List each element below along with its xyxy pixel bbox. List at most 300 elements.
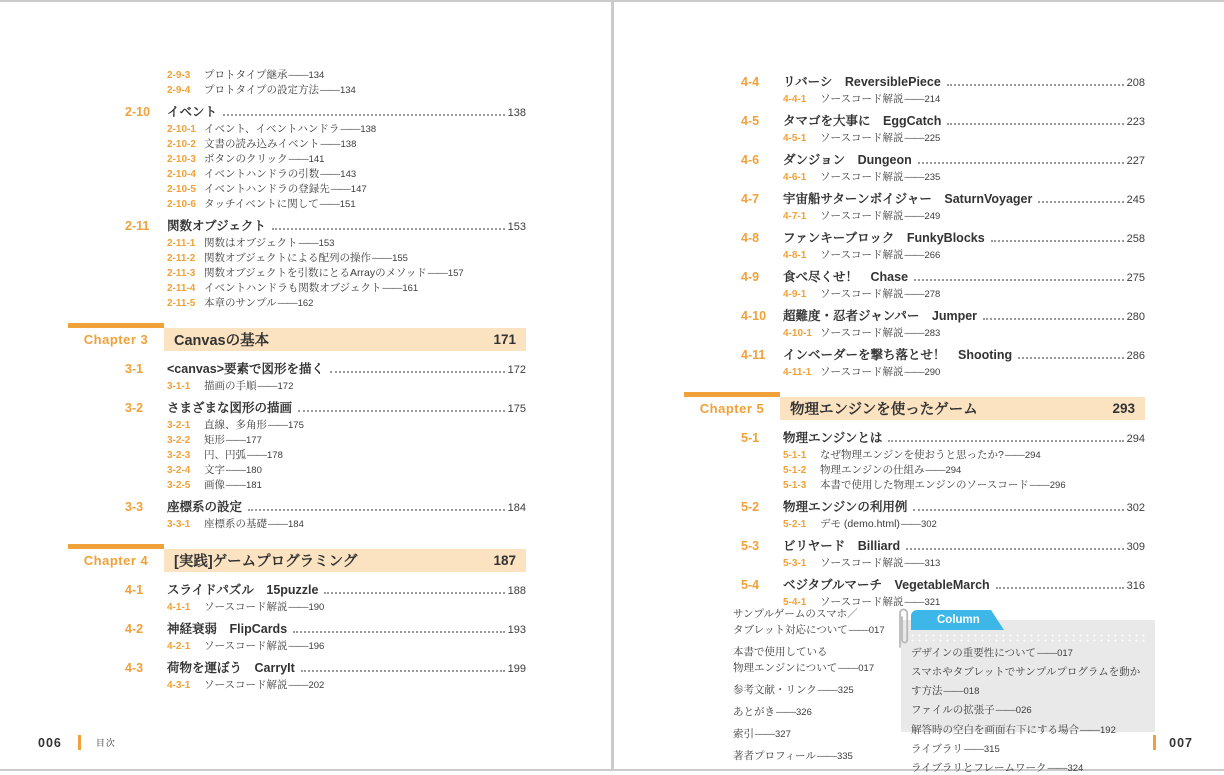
subitem-page-number: 175: [288, 420, 304, 431]
section-number: 3-3: [125, 500, 144, 514]
section-title: 超難度・忍者ジャンパー Jumper: [783, 309, 978, 323]
section-page-number: 138: [507, 107, 526, 119]
dash-separator: ——: [904, 171, 924, 183]
dash-separator: ——: [268, 419, 287, 431]
toc-subitem-row: [125, 266, 526, 281]
column-item-page-number: 017: [1057, 648, 1073, 659]
dash-separator: ——: [816, 750, 836, 762]
column-item-text: ライブラリ: [911, 743, 963, 756]
toc-subitem-row: [125, 83, 526, 98]
toc-subitem-row: [125, 433, 526, 448]
backmatter-text: サンプルゲームのスマホ／: [733, 608, 858, 620]
subitem-title: ソースコード解説: [820, 327, 904, 339]
chapter-title: Canvasの基本: [174, 333, 270, 349]
dash-separator: ——: [288, 601, 308, 613]
subitem-page-number: 321: [924, 597, 941, 608]
subitem-page-number: 294: [1024, 450, 1041, 461]
dash-separator: ——: [904, 366, 924, 378]
toc-subitem-row: [741, 463, 1145, 478]
section-page-number: 172: [507, 364, 526, 376]
toc-subitem-row: [125, 600, 526, 615]
section-page-number: 294: [1126, 433, 1145, 445]
subitem-page-number: 296: [1049, 480, 1066, 491]
section-page-number: 223: [1126, 116, 1145, 128]
toc-subitem-row: [125, 281, 526, 296]
column-item-page-number: 026: [1015, 705, 1032, 717]
subitem-page-number: 141: [308, 154, 325, 165]
toc-section-row: [741, 230, 1145, 248]
dash-separator: ——: [904, 210, 924, 222]
section-title: <canvas>要素で図形を描く: [167, 362, 324, 376]
section-title: 宇宙船サターンボイジャー SaturnVoyager: [783, 192, 1033, 206]
toc-page-left: [0, 2, 611, 769]
subitem-title: デモ (demo.html): [820, 518, 900, 530]
subitem-number: 3-3-1: [167, 519, 191, 530]
dotted-leader: [324, 592, 504, 594]
section-page-number: 275: [1126, 272, 1145, 284]
backmatter-text: タブレット対応について: [733, 624, 848, 636]
subitem-number: 5-4-1: [783, 597, 807, 608]
subitem-page-number: 214: [924, 94, 941, 105]
section-number: 4-8: [741, 231, 760, 245]
subitem-number: 4-6-1: [783, 172, 807, 183]
section-title: インベーダーを撃ち落とせ！ Shooting: [783, 348, 1013, 362]
subitem-number: 5-1-2: [783, 465, 807, 476]
chapter-header: [68, 549, 526, 572]
subitem-title: イベント、イベントハンドラ: [204, 123, 340, 135]
toc-subitem-row: [741, 326, 1145, 341]
dash-separator: ——: [277, 297, 297, 309]
subitem-number: 4-10-1: [783, 328, 812, 339]
toc-subitem-row: [125, 296, 526, 311]
backmatter-text: 参考文献・リンク: [733, 684, 817, 696]
toc-subitem-row: [125, 448, 526, 463]
backmatter-page-number: 017: [868, 625, 885, 636]
subitem-page-number: 249: [924, 211, 941, 222]
toc-subitem-row: [125, 463, 526, 478]
subitem-page-number: 138: [340, 139, 357, 150]
backmatter-item: [733, 606, 913, 639]
subitem-title: ソースコード解説: [820, 249, 904, 261]
subitem-title: ソースコード解説: [820, 171, 904, 183]
section-title: 荷物を運ぼう CarryIt: [167, 661, 295, 675]
subitem-page-number: 278: [924, 289, 941, 300]
toc-list-left: [83, 68, 526, 693]
toc-section-row: [741, 113, 1145, 131]
dotted-leader: [991, 240, 1124, 242]
section-number: 4-3: [125, 661, 144, 675]
backmatter-text: 著者プロフィール: [733, 750, 816, 762]
backmatter-text: あとがき: [733, 706, 775, 718]
subitem-title: 描画の手順: [204, 380, 257, 392]
section-page-number: 188: [507, 585, 526, 597]
dash-separator: ——: [319, 198, 339, 210]
subitem-title: ソースコード解説: [820, 596, 904, 608]
dotted-leader: [913, 509, 1123, 511]
paperclip-icon: [894, 604, 912, 650]
subitem-page-number: 181: [246, 480, 262, 491]
toc-section-row: [741, 499, 1145, 517]
toc-subitem-row: [741, 92, 1145, 107]
dash-separator: ——: [288, 153, 308, 165]
toc-subitem-row: [125, 678, 526, 693]
backmatter-text: 本書で使用している: [733, 646, 828, 658]
toc-section-row: [125, 218, 526, 236]
subitem-page-number: 266: [924, 250, 941, 261]
subitem-number: 2-10-2: [167, 139, 196, 150]
toc-list-right: [699, 68, 1145, 610]
column-tab: [911, 610, 991, 630]
toc-subitem-row: [741, 517, 1145, 532]
toc-subitem-row: [125, 182, 526, 197]
dash-separator: ——: [963, 743, 983, 756]
toc-subitem-row: [125, 251, 526, 266]
backmatter-item: [733, 726, 913, 743]
chapter-header: [684, 397, 1145, 420]
subitem-page-number: 294: [945, 465, 962, 476]
backmatter-item: [733, 644, 913, 677]
subitem-number: 4-2-1: [167, 641, 191, 652]
subitem-page-number: 147: [350, 184, 367, 195]
dash-separator: ——: [943, 684, 963, 697]
section-page-number: 153: [507, 221, 526, 233]
subitem-number: 3-2-1: [167, 420, 191, 431]
toc-section-row: [741, 308, 1145, 326]
section-title: 物理エンジンの利用例: [783, 500, 908, 514]
toc-subitem-row: [125, 517, 526, 532]
toc-section-row: [125, 621, 526, 639]
dotted-leader: [947, 123, 1123, 125]
subitem-title: イベントハンドラも関数オブジェクト: [204, 282, 382, 294]
chapter-title: [実践]ゲームプログラミング: [174, 554, 358, 570]
subitem-page-number: 302: [920, 519, 937, 530]
dash-separator: ——: [1004, 449, 1024, 461]
toc-section-row: [741, 347, 1145, 365]
backmatter-line: [733, 748, 913, 765]
subitem-title: 物理エンジンの仕組み: [820, 464, 925, 476]
subitem-title: ソースコード解説: [820, 288, 904, 300]
dotted-leader: [947, 84, 1124, 86]
backmatter-line: [733, 704, 913, 721]
section-title: タマゴを大事に EggCatch: [783, 114, 942, 128]
dotted-leader: [1018, 357, 1123, 359]
backmatter-line: [733, 644, 913, 660]
section-title: ビリヤード Billiard: [783, 539, 901, 553]
dash-separator: ——: [925, 464, 945, 476]
section-page-number: 193: [507, 624, 526, 636]
section-number: 5-1: [741, 431, 760, 445]
toc-subitem-row: [741, 365, 1145, 380]
column-item-text: スマホやタブレットでサンプルプログラムを動かす方法: [911, 666, 1141, 697]
backmatter-item: [733, 748, 913, 765]
dotted-leader: [272, 228, 505, 230]
subitem-page-number: 153: [318, 238, 335, 249]
column-item: [911, 644, 1145, 663]
subitem-number: 3-2-4: [167, 465, 191, 476]
dash-separator: ——: [1080, 723, 1099, 736]
toc-section-row: [741, 152, 1145, 170]
section-page-number: 258: [1126, 233, 1145, 245]
section-number: 2-10: [125, 105, 151, 119]
section-title: さまざまな図形の描画: [167, 401, 293, 415]
column-item-page-number: 192: [1100, 724, 1116, 736]
dash-separator: ——: [320, 168, 340, 180]
subitem-number: 4-7-1: [783, 211, 807, 222]
section-title: スライドパズル 15puzzle: [167, 583, 319, 597]
dotted-leader: [914, 279, 1124, 281]
dash-separator: ——: [247, 449, 266, 461]
subitem-page-number: 134: [339, 85, 356, 96]
column-item: [911, 721, 1145, 740]
toc-subitem-row: [125, 639, 526, 654]
dash-separator: ——: [904, 132, 924, 144]
subitem-title: 文書の読み込みイベント: [204, 138, 320, 150]
dotted-leader: [996, 587, 1124, 589]
page-number-right: 007: [1169, 735, 1193, 750]
subitem-number: 2-10-5: [167, 184, 196, 195]
section-number: 4-1: [125, 583, 144, 597]
toc-section-row: [125, 499, 526, 517]
subitem-number: 4-4-1: [783, 94, 807, 105]
dash-separator: ——: [226, 479, 245, 491]
chapter-label: Chapter 4: [68, 544, 164, 572]
subitem-page-number: 172: [277, 381, 294, 392]
dotted-leader: [248, 509, 505, 511]
subitem-number: 3-2-3: [167, 450, 191, 461]
subitem-page-number: 134: [308, 70, 325, 81]
section-page-number: 184: [507, 502, 526, 514]
column-item-page-number: 315: [983, 744, 1000, 756]
subitem-number: 3-1-1: [167, 381, 191, 392]
subitem-title: 関数はオブジェクト: [204, 237, 298, 249]
toc-subitem-row: [741, 556, 1145, 571]
section-number: 2-11: [125, 219, 150, 233]
section-page-number: 280: [1126, 311, 1145, 323]
subitem-page-number: 143: [340, 169, 357, 180]
subitem-title: プロトタイプの設定方法: [204, 84, 319, 96]
page-number-left: 006: [38, 735, 62, 750]
subitem-title: ソースコード解説: [204, 640, 288, 652]
subitem-title: 関数オブジェクトによる配列の操作: [204, 252, 372, 264]
section-title: 関数オブジェクト: [167, 219, 266, 233]
section-number: 4-10: [741, 309, 767, 323]
section-number: 3-2: [125, 401, 144, 415]
dash-separator: ——: [900, 518, 920, 530]
section-page-number: 302: [1126, 502, 1145, 514]
subitem-number: 2-9-3: [167, 70, 191, 81]
subitem-page-number: 151: [339, 199, 356, 210]
backmatter-line: [733, 726, 913, 743]
dotted-leader: [298, 410, 505, 412]
dash-separator: ——: [226, 434, 245, 446]
toc-section-row: [741, 191, 1145, 209]
subitem-page-number: 190: [308, 602, 325, 613]
dash-separator: ——: [319, 84, 339, 96]
toc-section-row: [741, 269, 1145, 287]
subitem-title: 直線、多角形: [204, 419, 267, 431]
chapter-header: [68, 328, 526, 351]
section-page-number: 208: [1126, 77, 1145, 89]
column-item-text: デザインの重要性について: [911, 647, 1037, 659]
section-title: 座標系の設定: [167, 500, 243, 514]
dotted-leader: [330, 371, 505, 373]
section-number: 4-7: [741, 192, 760, 206]
toc-section-row: [741, 577, 1145, 595]
subitem-number: 2-11-1: [167, 238, 196, 249]
subitem-title: ボタンのクリック: [204, 153, 288, 165]
dash-separator: ——: [904, 596, 924, 608]
toc-subitem-row: [125, 167, 526, 182]
column-title: Column: [937, 614, 980, 626]
footer-label: 目次: [95, 738, 116, 748]
toc-section-row: [125, 660, 526, 678]
dash-separator: ——: [427, 267, 447, 279]
dash-separator: ——: [288, 679, 308, 691]
subitem-title: 本章のサンプル: [204, 297, 277, 309]
subitem-number: 2-10-1: [167, 124, 196, 135]
dash-separator: ——: [226, 464, 245, 476]
footer-right: [1153, 735, 1193, 750]
subitem-number: 2-11-3: [167, 268, 196, 279]
toc-subitem-row: [741, 248, 1145, 263]
subitem-page-number: 196: [308, 641, 325, 652]
subitem-title: ソースコード解説: [204, 679, 288, 691]
subitem-title: 本書で使用した物理エンジンのソースコード: [820, 479, 1029, 491]
column-box: [901, 614, 1155, 775]
dash-separator: ——: [1037, 647, 1057, 659]
toc-subitem-row: [125, 478, 526, 493]
column-item-page-number: 018: [963, 685, 980, 697]
toc-subitem-row: [741, 478, 1145, 493]
dotted-leader: [293, 631, 504, 633]
subitem-title: 矩形: [204, 434, 225, 446]
subitem-title: イベントハンドラの登録先: [204, 183, 330, 195]
dash-separator: ——: [904, 249, 924, 261]
subitem-number: 4-11-1: [783, 367, 812, 378]
subitem-title: ソースコード解説: [204, 601, 288, 613]
toc-subitem-row: [741, 209, 1145, 224]
column-item-text: 解答時の空白を画面右下にする場合: [911, 723, 1079, 736]
subitem-number: 4-3-1: [167, 680, 191, 691]
section-title: ダンジョン Dungeon: [783, 153, 912, 167]
footer-divider-bar: [78, 735, 81, 750]
backmatter-line: [733, 682, 913, 699]
toc-subitem-row: [125, 68, 526, 83]
dash-separator: ——: [995, 704, 1015, 717]
dotted-leader: [1038, 201, 1123, 203]
subitem-page-number: 184: [288, 519, 304, 530]
subitem-number: 5-2-1: [783, 519, 807, 530]
section-page-number: 175: [507, 403, 526, 415]
backmatter-text: 物理エンジンについて: [733, 662, 838, 674]
toc-subitem-row: [125, 379, 526, 394]
section-number: 4-4: [741, 75, 760, 89]
subitem-number: 2-11-4: [167, 283, 196, 294]
section-title: 神経衰弱 FlipCards: [167, 622, 288, 636]
toc-page-right: [614, 2, 1224, 775]
section-number: 4-6: [741, 153, 760, 167]
toc-subitem-row: [741, 287, 1145, 302]
subitem-page-number: 155: [392, 253, 408, 264]
backmatter-line: [733, 660, 913, 677]
footer-divider-bar: [1153, 735, 1156, 750]
toc-subitem-row: [125, 197, 526, 212]
subitem-page-number: 138: [360, 124, 377, 135]
dash-separator: ——: [298, 237, 318, 249]
dash-separator: ——: [382, 282, 402, 294]
section-page-number: 199: [507, 663, 526, 675]
section-title: イベント: [167, 105, 218, 119]
backmatter-line: [733, 606, 913, 622]
dash-separator: ——: [817, 684, 837, 696]
subitem-number: 5-1-3: [783, 480, 807, 491]
toc-subitem-row: [125, 122, 526, 137]
subitem-number: 4-8-1: [783, 250, 807, 261]
dotted-leader: [918, 162, 1124, 164]
subitem-page-number: 283: [924, 328, 941, 339]
subitem-page-number: 180: [246, 465, 262, 476]
subitem-page-number: 290: [924, 367, 941, 378]
subitem-number: 2-9-4: [167, 85, 191, 96]
subitem-page-number: 202: [308, 680, 325, 691]
dash-separator: ——: [340, 123, 360, 135]
toc-subitem-row: [125, 137, 526, 152]
subitem-page-number: 225: [924, 133, 941, 144]
dash-separator: ——: [257, 380, 277, 392]
chapter-label: Chapter 3: [68, 323, 164, 351]
section-number: 4-2: [125, 622, 144, 636]
section-page-number: 309: [1126, 541, 1145, 553]
subitem-title: なぜ物理エンジンを使おうと思ったか?: [820, 449, 1004, 461]
column-item-text: ライブラリとフレームワーク: [911, 762, 1047, 775]
section-title: ベジタブルマーチ VegetableMarch: [783, 578, 990, 592]
subitem-title: 画像: [204, 479, 225, 491]
dash-separator: ——: [1029, 479, 1049, 491]
backmatter-list: [733, 606, 913, 770]
subitem-number: 2-11-2: [167, 253, 196, 264]
toc-section-row: [125, 361, 526, 379]
column-item: [911, 663, 1145, 701]
subitem-title: 関数オブジェクトを引数にとるArrayのメソッド: [204, 267, 427, 279]
subitem-title: 座標系の基礎: [204, 518, 267, 530]
subitem-number: 2-10-3: [167, 154, 196, 165]
subitem-page-number: 157: [447, 268, 464, 279]
toc-section-row: [741, 430, 1145, 448]
subitem-title: プロトタイプ継承: [204, 69, 288, 81]
backmatter-page-number: 017: [858, 663, 875, 674]
subitem-title: ソースコード解説: [820, 210, 904, 222]
section-page-number: 227: [1126, 155, 1145, 167]
chapter-page-number: 187: [493, 553, 516, 568]
section-number: 3-1: [125, 362, 144, 376]
dash-separator: ——: [904, 557, 924, 569]
backmatter-page-number: 327: [775, 729, 791, 740]
section-number: 4-5: [741, 114, 760, 128]
dotted-leader: [301, 670, 505, 672]
dotted-leader: [906, 548, 1124, 550]
subitem-title: ソースコード解説: [820, 132, 904, 144]
backmatter-line: [733, 622, 913, 639]
toc-section-row: [741, 538, 1145, 556]
toc-section-row: [125, 582, 526, 600]
dash-separator: ——: [288, 69, 308, 81]
subitem-title: イベントハンドラの引数: [204, 168, 320, 180]
column-items: [901, 643, 1155, 775]
section-number: 5-2: [741, 500, 760, 514]
column-dotted-pattern: [909, 633, 1147, 642]
backmatter-item: [733, 682, 913, 699]
column-item: [911, 759, 1145, 775]
